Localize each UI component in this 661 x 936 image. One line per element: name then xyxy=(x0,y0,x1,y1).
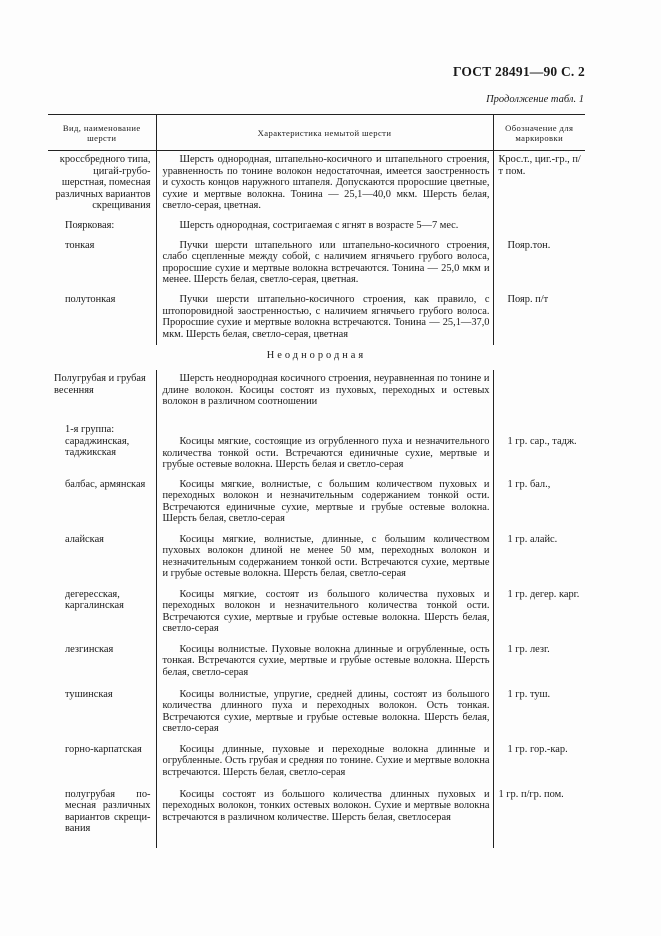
section-heading-row xyxy=(48,345,585,370)
marking-cell: Крос.т., циг.-гр., п/т пом. xyxy=(493,151,585,217)
wool-type-cell: балбас, армянская xyxy=(65,478,146,490)
table-header-row xyxy=(48,115,585,151)
table-row xyxy=(48,741,585,786)
wool-type-cell: лезгинская xyxy=(65,643,114,655)
wool-type-cell: полугрубая помесная различных вариантов скрещивания xyxy=(65,788,151,835)
wool-type-cell: 1-я группа: сараджинская, таджикская xyxy=(65,423,130,459)
table-row xyxy=(48,237,585,291)
marking-cell: 1 гр. гор.-кар. xyxy=(493,741,585,786)
column-header-type: Вид, наименование шерсти xyxy=(48,115,156,151)
table-row xyxy=(48,476,585,531)
marking-cell: 1 гр. сар., тадж. xyxy=(493,418,585,476)
characteristic-cell: Косицы мягкие, состоящие из огрубленного пуха и незначительного количества тонкой ости. Встречаются единичные сухие, мертвые и грубые остевые волокна. Шерсть белая и светло-серая xyxy=(156,418,493,476)
wool-type-cell: Полугрубая и грубая весенняя xyxy=(54,372,146,396)
characteristic-cell: Шерсть однородная, состригаемая с ягнят в возрасте 5—7 мес. xyxy=(156,217,493,237)
table-row xyxy=(48,151,585,217)
characteristic-cell: Косицы волнистые, упругие, средней длины, состоят из большого количества длинного пуха и переходных волокон. Ость тонкая. Встречаются сухие, мертвые и грубые остевые волокна. Шерсть белая, светло-серая xyxy=(156,686,493,741)
wool-type-cell: горно-карпатская xyxy=(65,743,142,755)
table-row xyxy=(48,531,585,586)
characteristic-cell: Шерсть однородная, штапельно-косичного и штапельного строения, уравненность по тонине волокон недостаточная, имеется заостренность и сухость концов наружного штапеля. Допускаются проросшие цветные, сухие и мертвые волокна. Тонина — 25,1—40,0 мкм. Шерсть белая, светло-серая, цветная. xyxy=(156,151,493,217)
table-row xyxy=(48,686,585,741)
characteristic-cell: Косицы длинные, пуховые и переходные волокна длинные и огрубленные. Ость грубая и средняя по тонине. Сухие и мертвые волокна встречаются. Шерсть белая, светло-серая xyxy=(156,741,493,786)
table-row xyxy=(48,641,585,686)
wool-type-cell: алайская xyxy=(65,533,104,545)
table-row xyxy=(48,291,585,345)
marking-cell: 1 гр. туш. xyxy=(493,686,585,741)
characteristic-cell: Шерсть неоднородная косичного строения, неуравненная по тонине и длине волокон. Косицы состоят из пуховых, переходных и остевых волокон в различном соотношении xyxy=(156,370,493,418)
marking-cell: 1 гр. лезг. xyxy=(493,641,585,686)
wool-type-cell: тонкая xyxy=(65,239,95,251)
marking-cell: Пояр. п/т xyxy=(493,291,585,345)
table-row xyxy=(48,217,585,237)
marking-cell xyxy=(493,217,585,237)
wool-classification-table xyxy=(48,114,585,848)
marking-cell: Пояр.тон. xyxy=(493,237,585,291)
wool-type-cell: тушинская xyxy=(65,688,113,700)
table-continuation-note: Продолжение табл. 1 xyxy=(486,94,584,105)
table-row xyxy=(48,586,585,641)
marking-cell: 1 гр. алайс. xyxy=(493,531,585,586)
table-row xyxy=(48,370,585,418)
table-row xyxy=(48,418,585,476)
characteristic-cell: Косицы мягкие, волнистые, с большим количеством пуховых и переходных волокон и незначительным содержанием тонкой ости. Встречаются единичные сухие, мертвые и грубые остевые волокна. Шерсть белая, светло-серая xyxy=(156,476,493,531)
marking-cell: 1 гр. бал., xyxy=(493,476,585,531)
wool-type-cell: Поярковая: xyxy=(65,219,115,231)
column-header-marking: Обозначение для маркировки xyxy=(493,115,585,151)
characteristic-cell: Косицы состоят из большого количества длинных пуховых и переходных волокон, тонких остевых волокон. Сухие и мертвые волокна встречаются в различном количестве. Шерсть белая, светлосерая xyxy=(156,786,493,848)
document-title: ГОСТ 28491—90 С. 2 xyxy=(452,64,585,79)
wool-type-cell: полутонкая xyxy=(65,293,116,305)
column-header-characteristic: Характеристика немытой шерсти xyxy=(156,115,493,151)
characteristic-cell: Косицы волнистые. Пуховые волокна длинные и огрубленные, ость тонкая. Встречаются сухие, мертвые и грубые остевые волокна. Шерсть белая, светло-серая xyxy=(156,641,493,686)
marking-cell: 1 гр. дегер. карг. xyxy=(493,586,585,641)
characteristic-cell: Пучки шерсти штапельного или штапельно-косичного строения, слабо сцепленные между собой, с наличием ягнячьего грубого волоса, проросшие сухие и мертвые волокна встречаются. Тонина — 25,0 мкм и менее. Шерсть белая, светло-серая, цветная. xyxy=(156,237,493,291)
characteristic-cell: Пучки шерсти штапельно-косичного строения, как правило, с штопоровидной заостренностью, с наличием ягнячьего грубого волоса. Проросшие сухие и мертвые волокна встречаются. Тонина — 25,1—37,0 мкм. Шерсть белая, светло-серая, цветная xyxy=(156,291,493,345)
characteristic-cell: Косицы мягкие, волнистые, длинные, с большим количеством пуховых волокон длиной не менее 50 мм, переходных волокон и незначительным содержанием тонкой ости. Встречаются сухие, мертвые и грубые остевые волокна. Шерсть белая, светло-серая xyxy=(156,531,493,586)
table-row xyxy=(48,786,585,848)
wool-type-cell: дегересская, каргалинская xyxy=(65,588,124,612)
characteristic-cell: Косицы мягкие, состоят из большого количества пуховых и переходных волокон и незначительного количества тонкой ости. Встречаются сухие, мертвые и грубые остевые волокна. Шерсть белая, светло-серая xyxy=(156,586,493,641)
section-title: Неоднородная xyxy=(266,350,367,362)
marking-cell: 1 гр. п/гр. пом. xyxy=(493,786,585,848)
marking-cell xyxy=(493,370,585,418)
wool-type-cell: кроссбредного типа, цигай-грубошерстная, помесная различных вариантов скрещивания xyxy=(55,154,151,212)
